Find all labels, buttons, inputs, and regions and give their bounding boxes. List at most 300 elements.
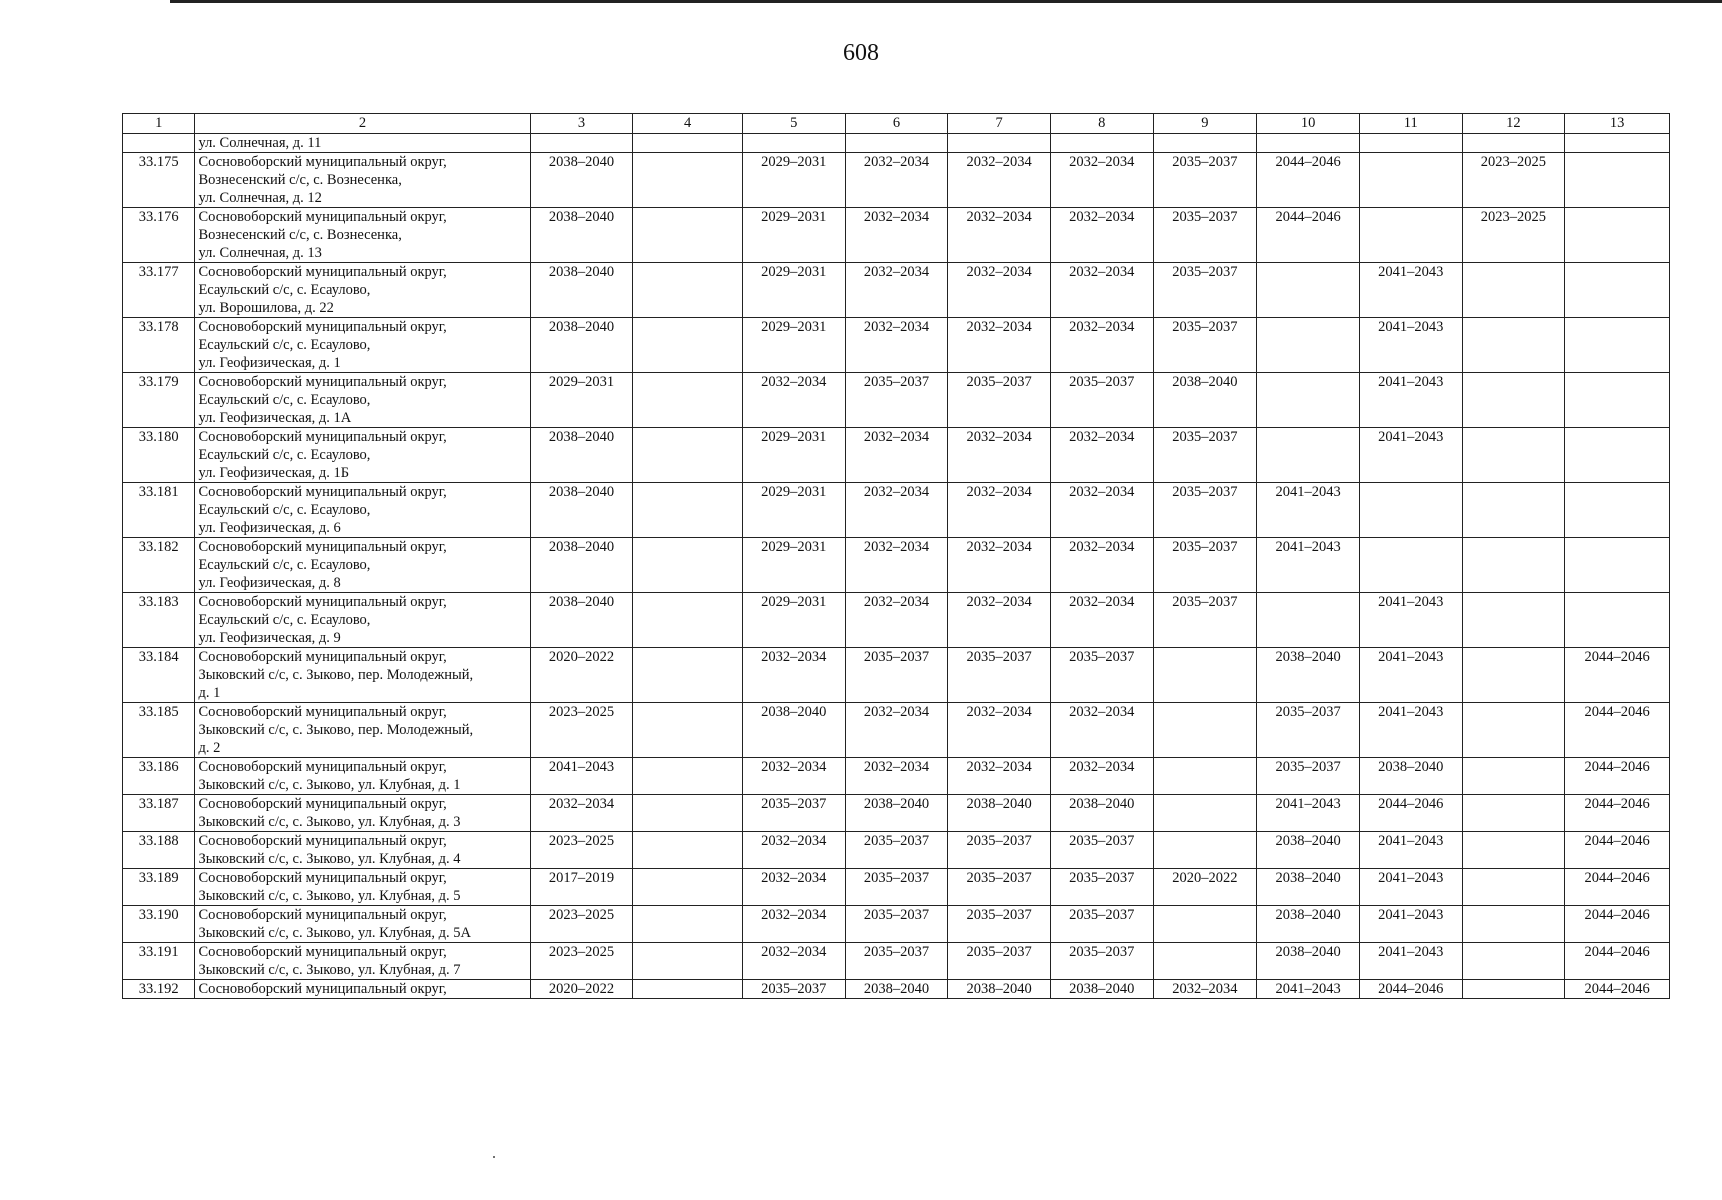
period-cell-col-7: 2032–2034 [948,758,1051,795]
address-cell [195,483,530,538]
address-cell [195,980,530,999]
period-cell-col-13: 2044–2046 [1565,869,1670,906]
table-row [123,906,1670,943]
period-cell-col-13 [1565,263,1670,318]
column-header-9: 9 [1153,114,1257,134]
address-line: Есаульский с/с, с. Есаулово, [198,392,371,408]
period-cell-col-6: 2035–2037 [845,832,948,869]
table-body [123,134,1670,999]
period-cell-col-5: 2032–2034 [742,832,845,869]
address-line: ул. Геофизическая, д. 6 [198,520,341,536]
period-cell-col-8: 2032–2034 [1050,538,1153,593]
table-row [123,943,1670,980]
period-cell-col-3: 2017–2019 [530,869,633,906]
period-cell-col-9 [1153,758,1257,795]
period-cell-col-13: 2044–2046 [1565,980,1670,999]
address-line: Сосновоборский муниципальный округ, [198,981,447,997]
address-cell [195,208,530,263]
period-cell-col-10: 2041–2043 [1257,795,1360,832]
address-cell [195,153,530,208]
period-cell-col-4 [633,483,743,538]
period-cell-col-8: 2032–2034 [1050,208,1153,263]
period-cell-col-3: 2038–2040 [530,208,633,263]
table-row [123,869,1670,906]
row-number: 33.180 [123,428,195,483]
address-line: Зыковский с/с, с. Зыково, ул. Клубная, д. 7 [198,962,461,978]
period-cell-col-4 [633,980,743,999]
period-cell-col-12 [1462,318,1565,373]
period-cell-col-6: 2035–2037 [845,906,948,943]
period-cell-col-5: 2035–2037 [742,980,845,999]
period-cell-col-5: 2029–2031 [742,263,845,318]
period-cell-col-3: 2038–2040 [530,538,633,593]
period-cell-col-6: 2032–2034 [845,593,948,648]
table-row [123,428,1670,483]
period-cell-col-4 [633,648,743,703]
period-cell-col-10 [1257,373,1360,428]
column-header-2: 2 [195,114,530,134]
period-cell-col-3: 2023–2025 [530,703,633,758]
period-cell-col-11: 2041–2043 [1359,832,1462,869]
row-number: 33.192 [123,980,195,999]
period-cell-col-9 [1153,648,1257,703]
column-header-13: 13 [1565,114,1670,134]
period-cell-col-3: 2029–2031 [530,373,633,428]
period-cell-col-10: 2038–2040 [1257,869,1360,906]
period-cell-col-12 [1462,373,1565,428]
address-line: Сосновоборский муниципальный округ, [198,539,447,555]
period-cell-col-10: 2044–2046 [1257,208,1360,263]
period-cell-col-11: 2044–2046 [1359,795,1462,832]
period-cell-col-13: 2044–2046 [1565,648,1670,703]
period-cell-col-11: 2041–2043 [1359,373,1462,428]
period-cell-col-5: 2029–2031 [742,208,845,263]
period-cell-col-6: 2038–2040 [845,980,948,999]
period-cell-col-7: 2038–2040 [948,795,1051,832]
schedule-table [122,113,1670,999]
row-number: 33.188 [123,832,195,869]
period-cell-col-8: 2035–2037 [1050,943,1153,980]
address-line: Сосновоборский муниципальный округ, [198,704,447,720]
period-cell-col-7: 2035–2037 [948,648,1051,703]
period-cell-col-8: 2035–2037 [1050,648,1153,703]
period-cell-col-12 [1462,428,1565,483]
period-cell-col-9 [1153,134,1257,153]
period-cell-col-12 [1462,832,1565,869]
period-cell-col-12 [1462,703,1565,758]
period-cell-col-10: 2041–2043 [1257,980,1360,999]
period-cell-col-5: 2038–2040 [742,703,845,758]
table-row [123,318,1670,373]
row-number: 33.176 [123,208,195,263]
period-cell-col-9: 2035–2037 [1153,483,1257,538]
address-line: Зыковский с/с, с. Зыково, ул. Клубная, д. 5А [198,925,471,941]
address-line: ул. Геофизическая, д. 9 [198,630,341,646]
period-cell-col-9: 2032–2034 [1153,980,1257,999]
period-cell-col-9 [1153,832,1257,869]
address-line: Сосновоборский муниципальный округ, [198,870,447,886]
period-cell-col-10 [1257,318,1360,373]
period-cell-col-5: 2029–2031 [742,483,845,538]
period-cell-col-6: 2035–2037 [845,648,948,703]
address-line: Зыковский с/с, с. Зыково, пер. Молодежный, [198,667,474,683]
page-number: 608 [843,40,879,66]
period-cell-col-6: 2032–2034 [845,428,948,483]
address-line: Зыковский с/с, с. Зыково, ул. Клубная, д. 3 [198,814,461,830]
period-cell-col-3: 2020–2022 [530,648,633,703]
period-cell-col-5: 2032–2034 [742,758,845,795]
period-cell-col-9: 2035–2037 [1153,593,1257,648]
address-line: Есаульский с/с, с. Есаулово, [198,282,371,298]
address-line: Зыковский с/с, с. Зыково, ул. Клубная, д. 4 [198,851,461,867]
row-number: 33.175 [123,153,195,208]
period-cell-col-7: 2032–2034 [948,593,1051,648]
period-cell-col-6: 2032–2034 [845,483,948,538]
table-row [123,208,1670,263]
period-cell-col-3: 2038–2040 [530,153,633,208]
period-cell-col-9: 2035–2037 [1153,208,1257,263]
period-cell-col-13: 2044–2046 [1565,795,1670,832]
period-cell-col-13 [1565,483,1670,538]
address-cell [195,703,530,758]
period-cell-col-6: 2032–2034 [845,703,948,758]
address-line: Есаульский с/с, с. Есаулово, [198,447,371,463]
scan-speck [493,1156,495,1158]
period-cell-col-4 [633,943,743,980]
address-cell [195,593,530,648]
period-cell-col-5: 2029–2031 [742,538,845,593]
period-cell-col-13 [1565,593,1670,648]
period-cell-col-7: 2035–2037 [948,832,1051,869]
table-row [123,980,1670,999]
period-cell-col-6: 2035–2037 [845,869,948,906]
period-cell-col-13 [1565,373,1670,428]
period-cell-col-7: 2032–2034 [948,208,1051,263]
address-cell [195,869,530,906]
period-cell-col-3: 2023–2025 [530,832,633,869]
row-number: 33.181 [123,483,195,538]
period-cell-col-13 [1565,428,1670,483]
period-cell-col-7: 2032–2034 [948,538,1051,593]
address-line: ул. Солнечная, д. 12 [198,190,322,206]
row-number: 33.189 [123,869,195,906]
period-cell-col-5: 2032–2034 [742,373,845,428]
period-cell-col-10 [1257,263,1360,318]
period-cell-col-8: 2032–2034 [1050,483,1153,538]
address-line: д. 2 [198,740,221,756]
period-cell-col-10: 2035–2037 [1257,758,1360,795]
period-cell-col-11: 2041–2043 [1359,593,1462,648]
table-row [123,795,1670,832]
address-line: Вознесенский с/с, с. Вознесенка, [198,227,402,243]
address-line: Есаульский с/с, с. Есаулово, [198,502,371,518]
column-header-3: 3 [530,114,633,134]
header-row [123,114,1670,134]
period-cell-col-10: 2041–2043 [1257,483,1360,538]
row-number: 33.190 [123,906,195,943]
address-line: Сосновоборский муниципальный округ, [198,944,447,960]
period-cell-col-3: 2023–2025 [530,906,633,943]
period-cell-col-11: 2041–2043 [1359,943,1462,980]
period-cell-col-13: 2044–2046 [1565,906,1670,943]
period-cell-col-9: 2038–2040 [1153,373,1257,428]
address-line: ул. Ворошилова, д. 22 [198,300,334,316]
period-cell-col-7: 2032–2034 [948,428,1051,483]
address-line: Сосновоборский муниципальный округ, [198,907,447,923]
period-cell-col-3: 2020–2022 [530,980,633,999]
period-cell-col-4 [633,373,743,428]
period-cell-col-5: 2032–2034 [742,943,845,980]
period-cell-col-11: 2038–2040 [1359,758,1462,795]
period-cell-col-8: 2035–2037 [1050,373,1153,428]
period-cell-col-6 [845,134,948,153]
period-cell-col-11 [1359,208,1462,263]
period-cell-col-11 [1359,538,1462,593]
period-cell-col-13 [1565,134,1670,153]
address-line: Вознесенский с/с, с. Вознесенка, [198,172,402,188]
period-cell-col-6: 2035–2037 [845,943,948,980]
column-header-10: 10 [1257,114,1360,134]
period-cell-col-9 [1153,906,1257,943]
period-cell-col-3: 2023–2025 [530,943,633,980]
period-cell-col-3: 2038–2040 [530,263,633,318]
period-cell-col-11: 2041–2043 [1359,906,1462,943]
period-cell-col-10: 2038–2040 [1257,832,1360,869]
period-cell-col-10: 2044–2046 [1257,153,1360,208]
row-number: 33.177 [123,263,195,318]
row-number [123,134,195,153]
period-cell-col-4 [633,906,743,943]
row-number: 33.183 [123,593,195,648]
period-cell-col-13: 2044–2046 [1565,758,1670,795]
period-cell-col-8: 2032–2034 [1050,153,1153,208]
row-number: 33.191 [123,943,195,980]
address-line: Сосновоборский муниципальный округ, [198,759,447,775]
period-cell-col-7: 2035–2037 [948,943,1051,980]
period-cell-col-4 [633,703,743,758]
period-cell-col-12 [1462,980,1565,999]
address-cell [195,373,530,428]
period-cell-col-3: 2038–2040 [530,428,633,483]
period-cell-col-11: 2041–2043 [1359,263,1462,318]
address-line: ул. Геофизическая, д. 1А [198,410,352,426]
period-cell-col-12 [1462,869,1565,906]
address-line: Сосновоборский муниципальный округ, [198,833,447,849]
row-number: 33.182 [123,538,195,593]
period-cell-col-13: 2044–2046 [1565,943,1670,980]
period-cell-col-5: 2029–2031 [742,593,845,648]
address-line: д. 1 [198,685,221,701]
address-line: Зыковский с/с, с. Зыково, пер. Молодежный, [198,722,474,738]
address-cell [195,318,530,373]
address-line: Есаульский с/с, с. Есаулово, [198,612,371,628]
table-row [123,648,1670,703]
period-cell-col-9: 2035–2037 [1153,153,1257,208]
period-cell-col-6: 2032–2034 [845,263,948,318]
period-cell-col-9: 2035–2037 [1153,428,1257,483]
period-cell-col-12 [1462,134,1565,153]
column-header-5: 5 [742,114,845,134]
address-line: Зыковский с/с, с. Зыково, ул. Клубная, д. 5 [198,888,461,904]
table-row [123,538,1670,593]
row-number: 33.179 [123,373,195,428]
period-cell-col-7: 2035–2037 [948,906,1051,943]
period-cell-col-11 [1359,153,1462,208]
period-cell-col-3: 2038–2040 [530,318,633,373]
period-cell-col-13 [1565,208,1670,263]
period-cell-col-8: 2035–2037 [1050,906,1153,943]
address-cell [195,263,530,318]
table-row [123,373,1670,428]
period-cell-col-10 [1257,593,1360,648]
period-cell-col-8: 2032–2034 [1050,758,1153,795]
address-line: ул. Солнечная, д. 11 [198,135,322,151]
address-cell [195,832,530,869]
address-line: Сосновоборский муниципальный округ, [198,319,447,335]
period-cell-col-8 [1050,134,1153,153]
address-cell [195,538,530,593]
address-line: ул. Солнечная, д. 13 [198,245,322,261]
period-cell-col-12 [1462,906,1565,943]
period-cell-col-4 [633,318,743,373]
period-cell-col-11: 2041–2043 [1359,428,1462,483]
period-cell-col-4 [633,153,743,208]
column-header-1: 1 [123,114,195,134]
period-cell-col-8: 2038–2040 [1050,795,1153,832]
period-cell-col-5: 2032–2034 [742,869,845,906]
period-cell-col-5: 2032–2034 [742,648,845,703]
address-cell [195,795,530,832]
address-line: Сосновоборский муниципальный округ, [198,209,447,225]
address-line: Сосновоборский муниципальный округ, [198,154,447,170]
period-cell-col-3 [530,134,633,153]
period-cell-col-4 [633,795,743,832]
period-cell-col-9 [1153,703,1257,758]
column-header-8: 8 [1050,114,1153,134]
period-cell-col-8: 2032–2034 [1050,593,1153,648]
row-number: 33.185 [123,703,195,758]
period-cell-col-4 [633,134,743,153]
period-cell-col-4 [633,869,743,906]
period-cell-col-8: 2035–2037 [1050,832,1153,869]
table-row [123,483,1670,538]
period-cell-col-11: 2041–2043 [1359,318,1462,373]
period-cell-col-3: 2041–2043 [530,758,633,795]
period-cell-col-12 [1462,758,1565,795]
period-cell-col-7 [948,134,1051,153]
period-cell-col-7: 2032–2034 [948,703,1051,758]
address-line: Есаульский с/с, с. Есаулово, [198,557,371,573]
column-header-7: 7 [948,114,1051,134]
period-cell-col-7: 2032–2034 [948,483,1051,538]
period-cell-col-10: 2038–2040 [1257,906,1360,943]
period-cell-col-13 [1565,318,1670,373]
address-line: ул. Геофизическая, д. 1 [198,355,341,371]
period-cell-col-12 [1462,263,1565,318]
address-line: ул. Геофизическая, д. 1Б [198,465,350,481]
period-cell-col-11 [1359,134,1462,153]
period-cell-col-11: 2041–2043 [1359,648,1462,703]
table-row [123,832,1670,869]
period-cell-col-9 [1153,795,1257,832]
address-line: Сосновоборский муниципальный округ, [198,429,447,445]
period-cell-col-6: 2032–2034 [845,153,948,208]
row-number: 33.186 [123,758,195,795]
address-cell [195,906,530,943]
table-row [123,153,1670,208]
period-cell-col-13: 2044–2046 [1565,703,1670,758]
address-line: Сосновоборский муниципальный округ, [198,264,447,280]
period-cell-col-4 [633,538,743,593]
table-row [123,703,1670,758]
table-row [123,134,1670,153]
address-cell [195,428,530,483]
period-cell-col-12 [1462,648,1565,703]
period-cell-col-12: 2023–2025 [1462,153,1565,208]
period-cell-col-8: 2032–2034 [1050,428,1153,483]
period-cell-col-4 [633,832,743,869]
period-cell-col-6: 2035–2037 [845,373,948,428]
address-line: Сосновоборский муниципальный округ, [198,594,447,610]
period-cell-col-5: 2035–2037 [742,795,845,832]
period-cell-col-6: 2032–2034 [845,758,948,795]
period-cell-col-11 [1359,483,1462,538]
period-cell-col-8: 2035–2037 [1050,869,1153,906]
period-cell-col-5: 2029–2031 [742,153,845,208]
period-cell-col-6: 2038–2040 [845,795,948,832]
period-cell-col-7: 2038–2040 [948,980,1051,999]
address-line: Сосновоборский муниципальный округ, [198,374,447,390]
period-cell-col-7: 2032–2034 [948,318,1051,373]
column-header-12: 12 [1462,114,1565,134]
period-cell-col-4 [633,208,743,263]
period-cell-col-4 [633,593,743,648]
period-cell-col-4 [633,263,743,318]
period-cell-col-7: 2035–2037 [948,373,1051,428]
period-cell-col-8: 2032–2034 [1050,318,1153,373]
period-cell-col-5: 2029–2031 [742,318,845,373]
column-header-11: 11 [1359,114,1462,134]
period-cell-col-5: 2032–2034 [742,906,845,943]
table-row [123,263,1670,318]
period-cell-col-12 [1462,483,1565,538]
address-line: ул. Геофизическая, д. 8 [198,575,341,591]
period-cell-col-8: 2038–2040 [1050,980,1153,999]
period-cell-col-10: 2038–2040 [1257,648,1360,703]
period-cell-col-10: 2035–2037 [1257,703,1360,758]
period-cell-col-13: 2044–2046 [1565,832,1670,869]
row-number: 33.184 [123,648,195,703]
address-cell [195,943,530,980]
period-cell-col-12 [1462,538,1565,593]
period-cell-col-10 [1257,134,1360,153]
address-line: Сосновоборский муниципальный округ, [198,796,447,812]
period-cell-col-7: 2035–2037 [948,869,1051,906]
row-number: 33.187 [123,795,195,832]
period-cell-col-6: 2032–2034 [845,538,948,593]
period-cell-col-5 [742,134,845,153]
period-cell-col-7: 2032–2034 [948,153,1051,208]
address-line: Сосновоборский муниципальный округ, [198,484,447,500]
period-cell-col-6: 2032–2034 [845,318,948,373]
period-cell-col-10: 2038–2040 [1257,943,1360,980]
period-cell-col-7: 2032–2034 [948,263,1051,318]
top-border-line [170,0,1722,3]
period-cell-col-9: 2035–2037 [1153,318,1257,373]
address-cell [195,134,530,153]
period-cell-col-3: 2032–2034 [530,795,633,832]
period-cell-col-9 [1153,943,1257,980]
